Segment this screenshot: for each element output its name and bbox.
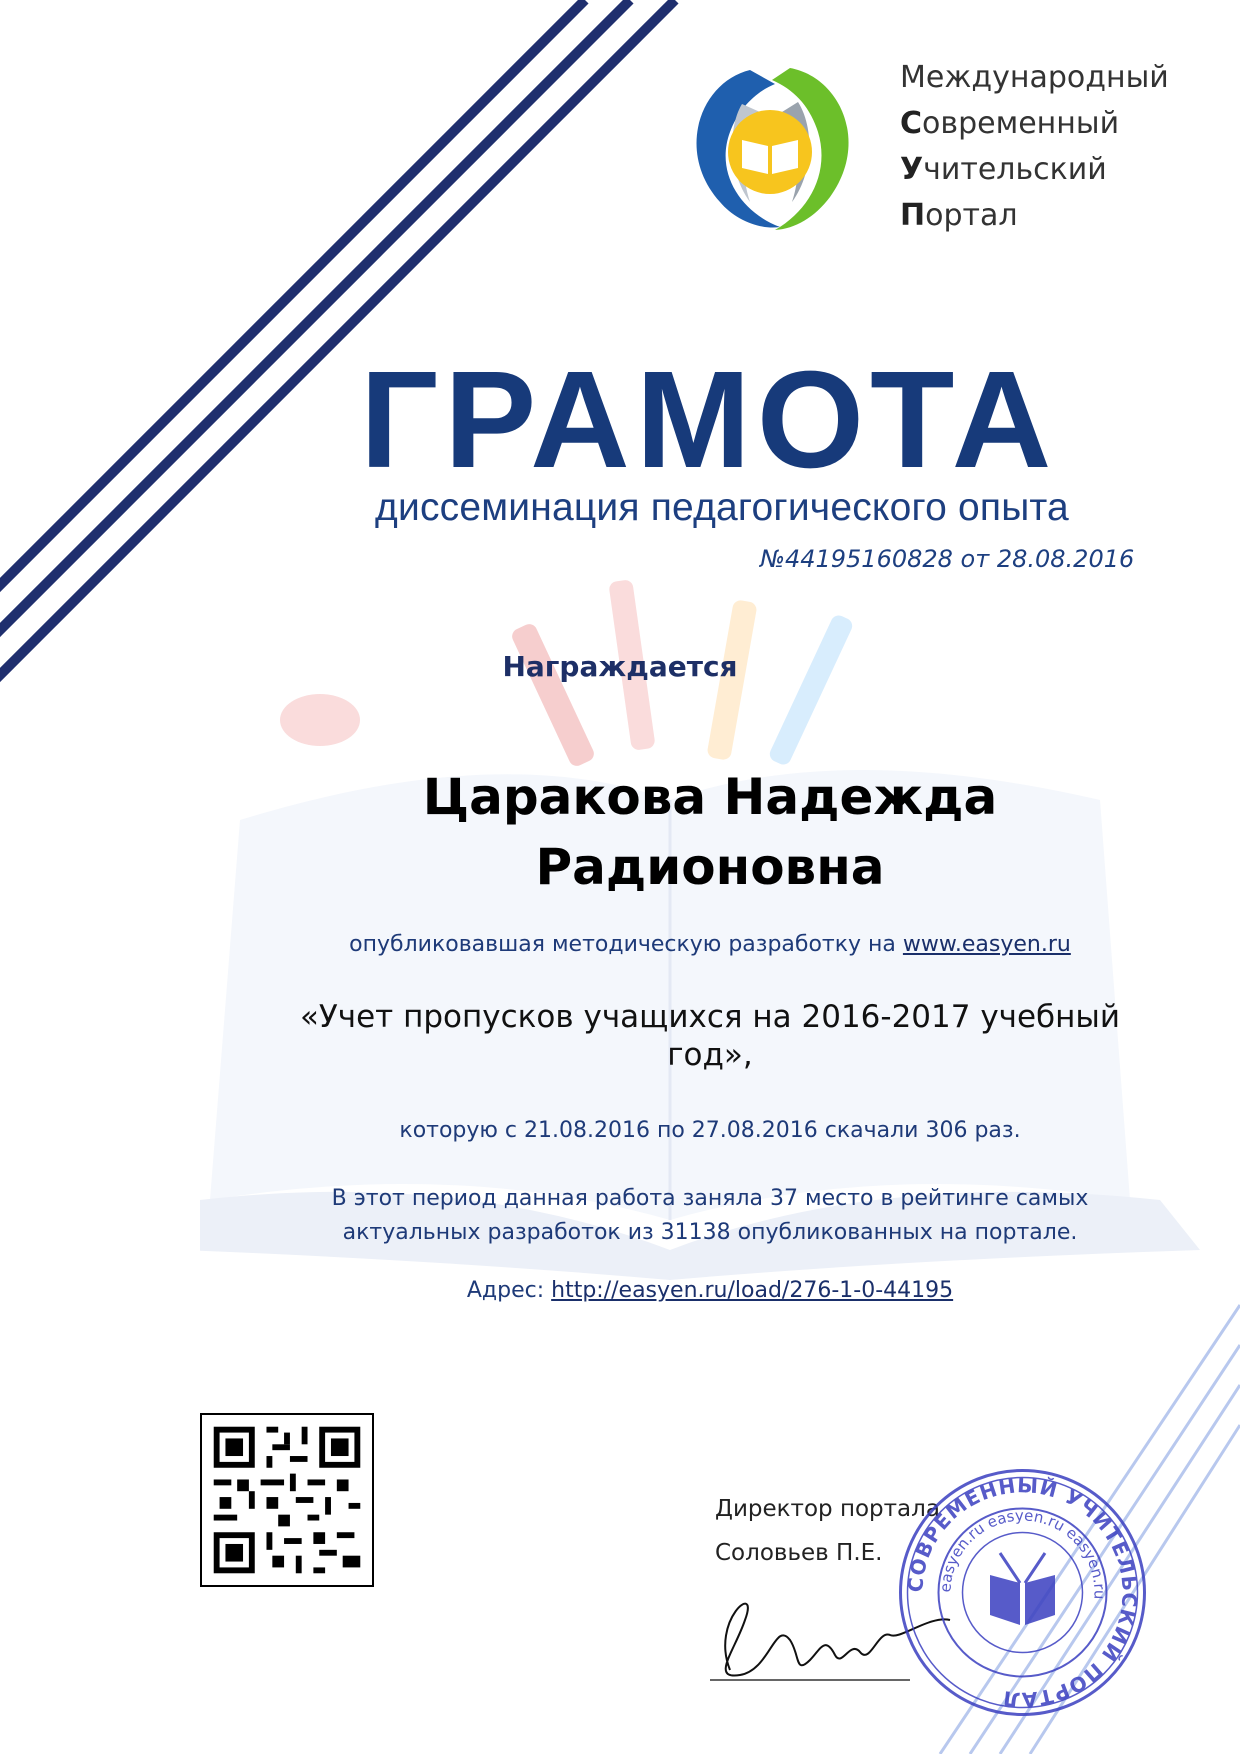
recipient-name [0, 762, 1240, 902]
portal-logo-icon [680, 62, 860, 237]
certificate-number: №44195160828 от 28.08.2016 [760, 545, 1135, 573]
awarded-label: Награждается [502, 650, 738, 683]
org-line-4: Портал [900, 198, 1018, 233]
qr-code-icon [200, 1413, 374, 1587]
address-link[interactable]: http://easyen.ru/load/276-1-0-44195 [551, 1278, 954, 1303]
published-line [0, 932, 1240, 957]
work-title [0, 998, 1240, 1074]
rating-text [0, 1182, 1240, 1250]
certificate-subtitle: диссеминация педагогического опыта [375, 486, 1069, 529]
stamp-inner-text: easyen.ru easyen.ru easyen.ru [936, 1506, 1109, 1600]
org-line-3: Учительский [900, 152, 1107, 187]
recipient-name-line-2: Радионовна [535, 838, 885, 896]
director-position: Директор портала [715, 1496, 940, 1522]
downloads-text: которую с 21.08.2016 по 27.08.2016 скачали 306 раз. [399, 1118, 1021, 1143]
director-name: Соловьев П.Е. [715, 1540, 883, 1566]
address-line [0, 1278, 1240, 1303]
book-illustration [200, 560, 1240, 1400]
stamp-icon [895, 1465, 1150, 1720]
work-title-line-1: «Учет пропусков учащихся на 2016-2017 учебный [299, 999, 1121, 1035]
org-line-1: Международный [900, 60, 1169, 95]
work-title-line-2: год», [667, 1037, 753, 1073]
certificate-title: ГРАМОТА [360, 343, 1058, 497]
published-text: опубликовавшая методическую разработку на [349, 932, 903, 957]
recipient-name-line-1: Царакова Надежда [422, 768, 998, 826]
address-label: Адрес: [466, 1278, 552, 1303]
stamp-outer-text: СОВРЕМЕННЫЙ УЧИТЕЛЬСКИЙ ПОРТАЛ [903, 1473, 1142, 1712]
rating-line-2: актуальных разработок из 31138 опубликованных на портале. [342, 1220, 1078, 1245]
org-line-2: Современный [900, 106, 1120, 141]
site-link[interactable]: www.easyen.ru [902, 932, 1071, 957]
rating-line-1: В этот период данная работа заняла 37 место в рейтинге самых [331, 1186, 1089, 1211]
